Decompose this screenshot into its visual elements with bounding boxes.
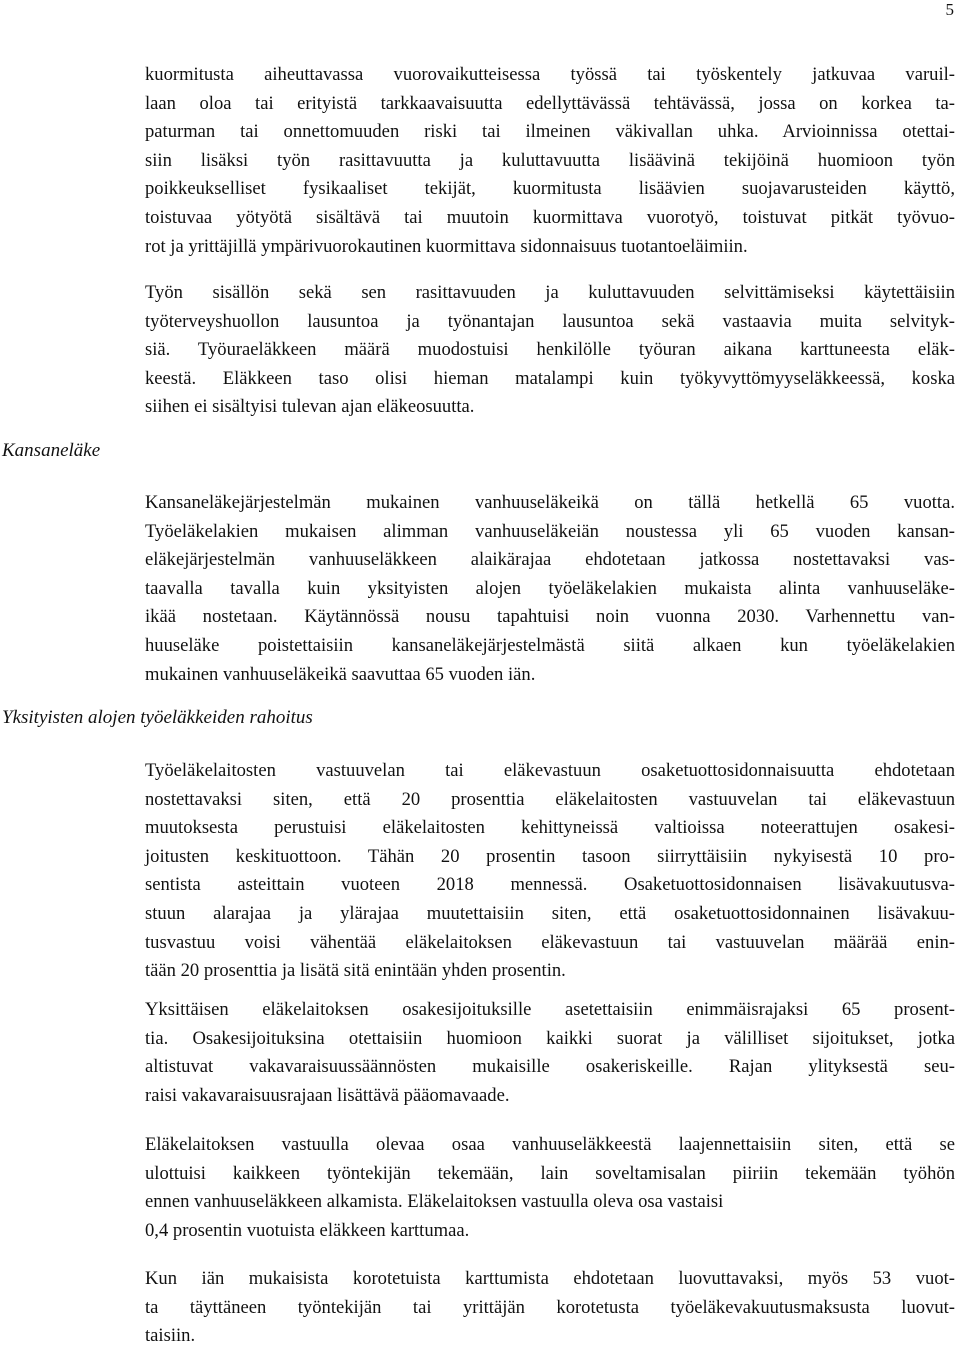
side-heading-rahoitus: Yksityisten alojen työeläkkeiden rahoitus [2,707,313,728]
text-line: poikkeukselliset fysikaaliset tekijät, kuormitusta lisäävien suojavarusteiden käyttö, [145,178,955,200]
text-line: ulottuisi kaikkeen työntekijän tekemään, lain soveltamisalan piiriin tekemään työhön [145,1162,955,1184]
paragraph-2 [145,279,955,422]
text-line: nostettavaksi siten, että 20 prosenttia eläkelaitosten vastuuvelan tai eläkevastuun [145,788,955,810]
text-line: huuseläke poistettaisiin kansaneläkejärjestelmästä siitä alkaen kun työeläkelakien [145,634,955,656]
text-line: työterveyshuollon lausuntoa ja työnantajan lausuntoa sekä vastaavia muita selvityk- [145,310,955,332]
text-line: ta täyttäneen työntekijän tai yrittäjän korotetusta työeläkevakuutusmaksusta luovut- [145,1296,955,1318]
text-line: Työeläkelaitosten vastuuvelan tai eläkevastuun osaketuottosidonnaisuutta ehdotetaan [145,760,955,781]
text-line: tia. Osakesijoituksina otettaisiin huomioon kaikki suorat ja välilliset sijoitukset, jotka [145,1027,955,1049]
text-line: raisi vakavaraisuusrajaan lisättävä pääomavaade. [145,1084,510,1106]
paragraph-5 [145,996,955,1110]
page-number: 5 [945,0,954,19]
text-line: rot ja yrittäjillä ympärivuorokautinen kuormittava sidonnaisuus tuotantoeläimiin. [145,235,748,257]
paragraph-1 [145,61,955,261]
text-line: ennen vanhuuseläkkeen alkamista. Eläkelaitoksen vastuulla oleva osa vastaisi [145,1191,724,1213]
text-line: sentista asteittain vuoteen 2018 mennessä. Osaketuottosidonnaisen lisävakuutusva- [145,874,955,896]
text-line: siihen ei sisältyisi tulevan ajan eläkeosuutta. [145,396,475,418]
text-line: tään 20 prosenttia ja lisätä sitä enintään yhden prosentin. [145,960,566,982]
paragraph-6 [145,1131,955,1245]
text-line: Kun iän mukaisista korotetuista karttumista ehdotetaan luovuttavaksi, myös 53 vuot- [145,1268,955,1289]
text-line: muutoksesta perustuisi eläkelaitosten kehittyneissä valtioissa noteerattujen osakesi- [145,817,955,839]
text-line: eläkejärjestelmän vanhuuseläkkeen alaikärajaa ehdotetaan jatkossa nostettavaksi vas- [145,549,955,571]
text-line: Yksittäisen eläkelaitoksen osakesijoituksille asetettaisiin enimmäisrajaksi 65 prosent- [145,999,955,1020]
text-line: siin lisäksi työn rasittavuutta ja kuluttavuutta lisäävinä tekijöinä huomioon työn [145,149,955,171]
text-line: kuormitusta aiheuttavassa vuorovaikutteisessa työssä tai työskentely jatkuvaa varuil- [145,64,955,85]
text-line: keestä. Eläkkeen taso olisi hieman matalampi kuin työkyvyttömyyseläkkeessä, koska [145,367,955,389]
text-line: Kansaneläkejärjestelmän mukainen vanhuuseläkeikä on tällä hetkellä 65 vuotta. [145,492,955,513]
text-line: toistuvaa yötyötä sisältävä tai muutoin kuormittava vuorotyö, toistuvat pitkät työvuo- [145,206,955,228]
text-line: taavalla tavalla kuin yksityisten alojen työeläkelakien mukaista alinta vanhuuseläke- [145,577,955,599]
paragraph-4 [145,757,955,986]
text-line: joitusten keskituottoon. Tähän 20 prosentin tasoon siirryttäisiin nykyisestä 10 pro- [145,845,955,867]
text-line: tusvastuu voisi vähentää eläkelaitoksen eläkevastuun tai vastuuvelan määrää enin- [145,931,955,953]
text-line: altistuvat vakavaraisuussäännösten mukaisille osakeriskeille. Rajan ylityksestä seu- [145,1056,955,1078]
text-line: Työeläkelakien mukaisen alimman vanhuuseläkeiän noustessa yli 65 vuoden kansan- [145,520,955,542]
text-line: mukainen vanhuuseläkeikä saavuttaa 65 vuoden iän. [145,663,536,685]
paragraph-3 [145,489,955,689]
text-line: paturman tai onnettomuuden riski tai ilmeinen väkivallan uhka. Arvioinnissa otettai- [145,121,955,143]
text-line: 0,4 prosentin vuotuista eläkkeen karttumaa. [145,1219,470,1241]
text-line: taisiin. [145,1325,196,1347]
text-line: Eläkelaitoksen vastuulla olevaa osaa vanhuuseläkkeestä laajennettaisiin siten, että se [145,1134,955,1155]
text-line: ikää nostetaan. Käytännössä nousu tapahtuisi noin vuonna 2030. Varhennettu van- [145,606,955,628]
text-line: Työn sisällön sekä sen rasittavuuden ja kuluttavuuden selvittämiseksi käytettäisiin [145,282,955,303]
text-line: stuun alarajaa ja ylärajaa muutettaisiin siten, että osaketuottosidonnainen lisävakuu- [145,902,955,924]
side-heading-kansanelake: Kansaneläke [2,440,101,461]
text-line: laan oloa tai erityistä tarkkaavaisuutta edellyttävässä tehtävässä, jossa on korkea ta- [145,92,955,114]
paragraph-7 [145,1265,955,1351]
text-line: siä. Työuraeläkkeen määrä muodostuisi henkilölle työuran aikana karttuneesta eläk- [145,339,955,361]
